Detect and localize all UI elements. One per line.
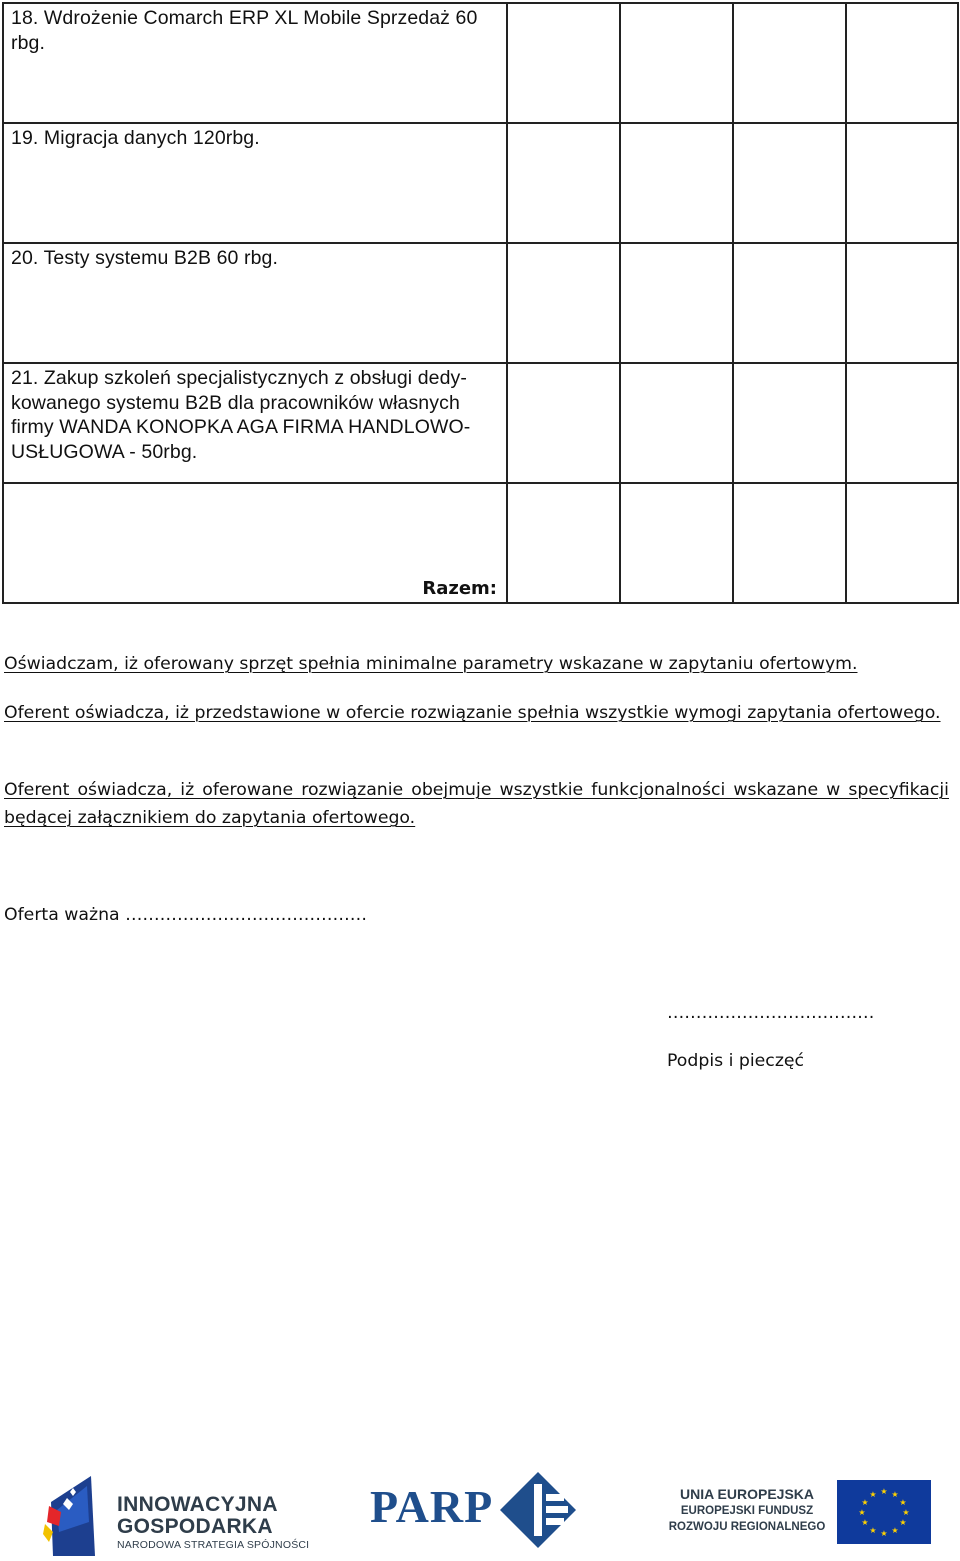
empty-cell xyxy=(733,123,846,243)
total-value-cell xyxy=(846,483,958,603)
total-label: Razem: xyxy=(422,578,497,599)
table-row xyxy=(3,123,958,243)
row-description: 21. Zakup szkoleń specjalistycznych z obsługi dedy-kowanego systemu B2B dla pracowników własnych firmy WANDA KONOPKA AGA FIRMA HANDLOWO-USŁUGOWA - 50rbg. xyxy=(11,367,471,463)
svg-text:★: ★ xyxy=(899,1498,907,1507)
empty-cell xyxy=(846,123,958,243)
empty-cell xyxy=(733,363,846,483)
total-row xyxy=(3,483,958,603)
total-value-cell xyxy=(733,483,846,603)
statement-requirements: Oferent oświadcza, iż przedstawione w ofercie rozwiązanie spełnia wszystkie wymogi zapytania ofertowego. xyxy=(4,703,941,723)
empty-cell xyxy=(507,123,620,243)
statement-functionality: Oferent oświadcza, iż oferowane rozwiązanie obejmuje wszystkie funkcjonalności wskazane w specyfikacji będącej załącznikiem do zapytania ofertowego. xyxy=(4,780,949,828)
innowacyjna-text: INNOWACYJNA xyxy=(117,1493,278,1516)
eu-logo xyxy=(667,1480,932,1546)
empty-cell xyxy=(507,363,620,483)
svg-text:★: ★ xyxy=(861,1498,869,1507)
gospodarka-text: GOSPODARKA xyxy=(117,1515,273,1538)
statement-equipment: Oświadczam, iż oferowany sprzęt spełnia minimalne parametry wskazane w zapytaniu ofertowym. xyxy=(4,654,858,674)
innowacyjna-emblem-icon xyxy=(43,1472,99,1556)
innowacyjna-gospodarka-logo xyxy=(43,1472,310,1556)
svg-text:★: ★ xyxy=(880,1487,888,1496)
strategia-text: NARODOWA STRATEGIA SPÓJNOŚCI xyxy=(117,1539,310,1551)
total-value-cell xyxy=(620,483,733,603)
signature-label: Podpis i pieczęć xyxy=(667,1051,805,1071)
offer-valid-line: Oferta ważna …………………………………… xyxy=(4,905,368,925)
eu-region-text: ROZWOJU REGIONALNEGO xyxy=(668,1521,826,1533)
empty-cell xyxy=(846,3,958,123)
svg-text:★: ★ xyxy=(858,1508,866,1517)
row-description: 19. Migracja danych 120rbg. xyxy=(11,127,260,149)
eu-flag-icon xyxy=(837,1480,931,1544)
empty-cell xyxy=(507,243,620,363)
row-description-cell xyxy=(3,243,507,363)
row-description: 20. Testy systemu B2B 60 rbg. xyxy=(11,247,279,269)
empty-cell xyxy=(507,3,620,123)
parp-emblem-icon xyxy=(498,1470,578,1550)
empty-cell xyxy=(620,363,733,483)
table-row xyxy=(3,243,958,363)
signature-dots: ……………………………… xyxy=(667,1003,875,1023)
svg-text:★: ★ xyxy=(869,1490,877,1499)
eu-fund-text: EUROPEJSKI FUNDUSZ xyxy=(680,1505,814,1517)
table-row xyxy=(3,3,958,123)
eu-title-text: UNIA EUROPEJSKA xyxy=(679,1486,815,1502)
row-description: 18. Wdrożenie Comarch ERP XL Mobile Sprzedaż 60 rbg. xyxy=(11,7,478,54)
table-row xyxy=(3,363,958,483)
svg-text:★: ★ xyxy=(899,1518,907,1527)
empty-cell xyxy=(846,243,958,363)
parp-text: PARP xyxy=(370,1481,494,1532)
empty-cell xyxy=(846,363,958,483)
empty-cell xyxy=(733,3,846,123)
empty-cell xyxy=(620,123,733,243)
empty-cell xyxy=(620,3,733,123)
svg-text:★: ★ xyxy=(880,1529,888,1538)
svg-text:★: ★ xyxy=(902,1508,910,1517)
parp-logo xyxy=(370,1470,580,1550)
empty-cell xyxy=(733,243,846,363)
row-description-cell xyxy=(3,3,507,123)
total-label-cell xyxy=(3,483,507,603)
empty-cell xyxy=(620,243,733,363)
row-description-cell xyxy=(3,123,507,243)
row-description-cell xyxy=(3,363,507,483)
cost-table xyxy=(2,2,959,604)
total-value-cell xyxy=(507,483,620,603)
svg-text:★: ★ xyxy=(861,1518,869,1527)
svg-text:★: ★ xyxy=(869,1526,877,1535)
svg-text:★: ★ xyxy=(891,1490,899,1499)
svg-text:★: ★ xyxy=(891,1526,899,1535)
